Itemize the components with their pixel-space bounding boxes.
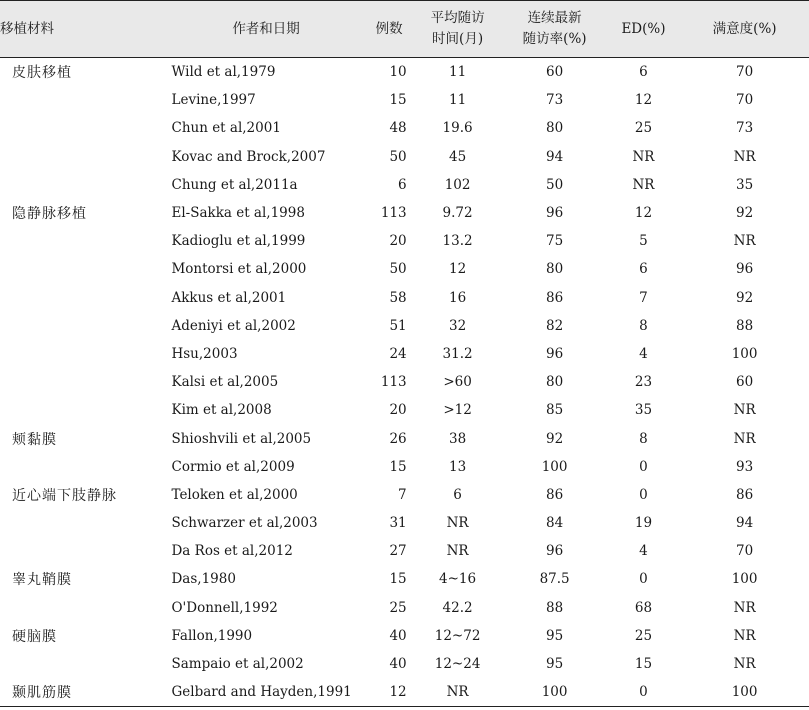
cases-cell: 50 — [389, 148, 407, 165]
header-followup-line1: 平均随访 — [430, 10, 485, 26]
material-cell: 睾丸鞘膜 — [12, 572, 72, 589]
table-row — [0, 453, 809, 481]
rate-cell: 96 — [546, 205, 564, 222]
rate-cell: 73 — [546, 92, 564, 109]
rate-cell: 95 — [546, 627, 564, 644]
header-rate-line2: 随访率(%) — [522, 31, 587, 47]
followup-cell: 19.6 — [442, 120, 473, 137]
satisfaction-cell: 88 — [736, 317, 754, 334]
cases-cell: 7 — [398, 486, 407, 503]
material-cell — [0, 312, 166, 340]
table-row — [0, 509, 809, 537]
followup-cell: 12~72 — [434, 627, 481, 644]
cases-cell: 20 — [389, 402, 407, 419]
material-cell: 颊黏膜 — [12, 431, 57, 448]
followup-cell: NR — [446, 543, 469, 560]
satisfaction-cell: NR — [733, 233, 756, 250]
ed-cell: 6 — [639, 261, 648, 278]
followup-cell: NR — [446, 515, 469, 532]
table-row — [0, 594, 809, 622]
author-cell: Kim et al,2008 — [171, 402, 272, 419]
material-cell — [0, 171, 166, 199]
author-cell: Kalsi et al,2005 — [171, 374, 279, 391]
author-cell: Akkus et al,2001 — [171, 289, 287, 306]
ed-cell: 0 — [607, 678, 681, 707]
header-rate — [503, 1, 607, 58]
author-cell: Kovac and Brock,2007 — [171, 148, 326, 165]
followup-cell: NR — [413, 678, 503, 707]
followup-cell: 11 — [448, 64, 467, 81]
cases-cell: 15 — [389, 571, 407, 588]
followup-cell: 32 — [448, 317, 467, 334]
cases-cell: 58 — [389, 289, 407, 306]
author-cell: Chun et al,2001 — [171, 120, 281, 137]
material-cell: 近心端下肢静脉 — [12, 487, 117, 504]
ed-cell: 8 — [639, 430, 648, 447]
followup-cell: 12 — [448, 261, 467, 278]
table-row — [0, 284, 809, 312]
author-cell: Shioshvili et al,2005 — [171, 430, 312, 447]
rate-cell: 96 — [546, 345, 564, 362]
satisfaction-cell: NR — [733, 599, 756, 616]
ed-cell: 4 — [639, 345, 648, 362]
author-cell: Da Ros et al,2012 — [171, 543, 293, 560]
satisfaction-cell: 100 — [731, 345, 758, 362]
followup-cell: 4~16 — [439, 571, 477, 588]
ed-cell: 25 — [634, 120, 653, 137]
author-cell: Cormio et al,2009 — [171, 458, 295, 475]
header-material: 移植材料 — [0, 1, 166, 58]
table-row — [0, 143, 809, 171]
material-cell — [0, 453, 166, 481]
cases-cell: 6 — [398, 176, 407, 193]
author-cell: Das,1980 — [171, 571, 236, 588]
header-rate-line1: 连续最新 — [527, 10, 582, 26]
author-cell: Levine,1997 — [171, 92, 256, 109]
table-row — [0, 227, 809, 255]
rate-cell: 82 — [546, 317, 564, 334]
rate-cell: 80 — [546, 261, 564, 278]
ed-cell: 4 — [639, 543, 648, 560]
author-cell: Wild et al,1979 — [171, 64, 276, 81]
cases-cell: 10 — [389, 64, 407, 81]
satisfaction-cell: NR — [733, 430, 756, 447]
material-cell: 皮肤移植 — [12, 65, 72, 82]
rate-cell: 96 — [546, 543, 564, 560]
ed-cell: 0 — [639, 486, 648, 503]
author-cell: Hsu,2003 — [171, 345, 238, 362]
table-header-row — [0, 1, 809, 58]
followup-cell: 11 — [448, 92, 467, 109]
satisfaction-cell: 96 — [736, 261, 754, 278]
table-body — [0, 58, 809, 707]
table-row — [0, 650, 809, 678]
rate-cell: 80 — [546, 374, 564, 391]
rate-cell: 87.5 — [539, 571, 570, 588]
author-cell: Kadioglu et al,1999 — [171, 233, 306, 250]
ed-cell: 35 — [634, 402, 653, 419]
material-cell — [0, 114, 166, 142]
author-cell: Schwarzer et al,2003 — [171, 515, 318, 532]
ed-cell: 7 — [639, 289, 648, 306]
rate-cell: 95 — [546, 656, 564, 673]
satisfaction-cell: 70 — [736, 92, 754, 109]
ed-cell: NR — [632, 148, 655, 165]
rate-cell: 94 — [546, 148, 564, 165]
followup-cell: 38 — [448, 430, 467, 447]
table-row — [0, 312, 809, 340]
rate-cell: 84 — [546, 515, 564, 532]
material-cell: 颞肌筋膜 — [0, 678, 166, 707]
table-row — [0, 481, 809, 509]
table-row — [0, 86, 809, 114]
material-cell: 硬脑膜 — [12, 628, 57, 645]
cases-cell: 40 — [389, 627, 407, 644]
ed-cell: NR — [632, 176, 655, 193]
author-cell: El-Sakka et al,1998 — [171, 205, 305, 222]
satisfaction-cell: 92 — [736, 205, 754, 222]
cases-cell: 12 — [366, 678, 413, 707]
ed-cell: 0 — [639, 458, 648, 475]
cases-cell: 31 — [389, 515, 407, 532]
rate-cell: 60 — [546, 64, 564, 81]
author-cell: O'Donnell,1992 — [171, 599, 278, 616]
satisfaction-cell: 92 — [736, 289, 754, 306]
ed-cell: 25 — [634, 627, 653, 644]
cases-cell: 113 — [380, 374, 407, 391]
followup-cell: 9.72 — [442, 205, 473, 222]
ed-cell: 23 — [634, 374, 653, 391]
material-cell — [0, 537, 166, 565]
author-cell: Gelbard and Hayden,1991 — [166, 678, 365, 707]
rate-cell: 75 — [546, 233, 564, 250]
satisfaction-cell: 100 — [731, 571, 758, 588]
cases-cell: 15 — [389, 92, 407, 109]
rate-cell: 86 — [546, 289, 564, 306]
material-cell — [0, 284, 166, 312]
table-row — [0, 340, 809, 368]
cases-cell: 15 — [389, 458, 407, 475]
rate-cell: 92 — [546, 430, 564, 447]
followup-cell: 13.2 — [442, 233, 473, 250]
satisfaction-cell: NR — [733, 148, 756, 165]
followup-cell: 42.2 — [442, 599, 473, 616]
followup-cell: 16 — [448, 289, 467, 306]
table-row — [0, 368, 809, 396]
cases-cell: 25 — [389, 599, 407, 616]
author-cell: Adeniyi et al,2002 — [171, 317, 296, 334]
ed-cell: 15 — [634, 656, 653, 673]
cases-cell: 40 — [389, 656, 407, 673]
ed-cell: 8 — [639, 317, 648, 334]
cases-cell: 48 — [389, 120, 407, 137]
ed-cell: 0 — [639, 571, 648, 588]
ed-cell: 68 — [634, 599, 653, 616]
cases-cell: 113 — [380, 205, 407, 222]
cases-cell: 24 — [389, 345, 407, 362]
ed-cell: 12 — [634, 205, 653, 222]
table-row — [0, 255, 809, 283]
satisfaction-cell: 70 — [736, 543, 754, 560]
author-cell: Teloken et al,2000 — [171, 486, 298, 503]
material-cell — [0, 255, 166, 283]
cases-cell: 26 — [389, 430, 407, 447]
followup-cell: >60 — [443, 374, 472, 391]
author-cell: Sampaio et al,2002 — [171, 656, 304, 673]
header-ed: ED(%) — [607, 1, 681, 58]
satisfaction-cell: 70 — [736, 64, 754, 81]
followup-cell: 45 — [448, 148, 467, 165]
material-cell — [0, 396, 166, 424]
satisfaction-cell: 60 — [736, 374, 754, 391]
material-cell — [0, 368, 166, 396]
ed-cell: 6 — [639, 64, 648, 81]
header-cases: 例数 — [366, 1, 413, 58]
rate-cell: 85 — [546, 402, 564, 419]
satisfaction-cell: NR — [733, 627, 756, 644]
table-row — [0, 58, 809, 87]
table-row — [0, 622, 809, 650]
table-row — [0, 199, 809, 227]
material-cell — [0, 86, 166, 114]
ed-cell: 5 — [639, 233, 648, 250]
followup-cell: >12 — [443, 402, 472, 419]
ed-cell: 19 — [634, 515, 653, 532]
satisfaction-cell: 73 — [736, 120, 754, 137]
header-author-date: 作者和日期 — [166, 1, 365, 58]
satisfaction-cell: 93 — [736, 458, 754, 475]
ed-cell: 12 — [634, 92, 653, 109]
satisfaction-cell: NR — [733, 656, 756, 673]
cases-cell: 27 — [389, 543, 407, 560]
rate-cell: 80 — [546, 120, 564, 137]
table-row — [0, 171, 809, 199]
material-cell — [0, 650, 166, 678]
material-cell — [0, 227, 166, 255]
header-satisfaction: 满意度(%) — [680, 1, 809, 58]
cases-cell: 51 — [389, 317, 407, 334]
table-row — [0, 114, 809, 142]
rate-cell: 88 — [546, 599, 564, 616]
satisfaction-cell: NR — [733, 402, 756, 419]
table-row — [0, 424, 809, 452]
rate-cell: 100 — [541, 458, 568, 475]
rate-cell: 50 — [546, 176, 564, 193]
author-cell: Montorsi et al,2000 — [171, 261, 307, 278]
table-row — [0, 396, 809, 424]
cases-cell: 20 — [389, 233, 407, 250]
followup-cell: 12~24 — [434, 656, 481, 673]
cases-cell: 50 — [389, 261, 407, 278]
followup-cell: 6 — [453, 486, 462, 503]
rate-cell: 86 — [546, 486, 564, 503]
author-cell: Fallon,1990 — [171, 627, 253, 644]
table-row — [0, 678, 809, 707]
satisfaction-cell: 86 — [736, 486, 754, 503]
satisfaction-cell: 94 — [736, 515, 754, 532]
header-followup-line2: 时间(月) — [432, 31, 484, 47]
satisfaction-cell: 35 — [736, 176, 754, 193]
satisfaction-cell: 100 — [680, 678, 809, 707]
author-cell: Chung et al,2011a — [171, 176, 298, 193]
material-cell — [0, 594, 166, 622]
material-cell: 隐静脉移植 — [12, 206, 87, 223]
table-row — [0, 537, 809, 565]
material-cell — [0, 509, 166, 537]
table-row — [0, 565, 809, 593]
followup-cell: 31.2 — [442, 345, 473, 362]
header-followup — [413, 1, 503, 58]
followup-cell: 102 — [444, 176, 471, 193]
followup-cell: 13 — [448, 458, 467, 475]
rate-cell: 100 — [503, 678, 607, 707]
material-cell — [0, 143, 166, 171]
material-cell — [0, 340, 166, 368]
